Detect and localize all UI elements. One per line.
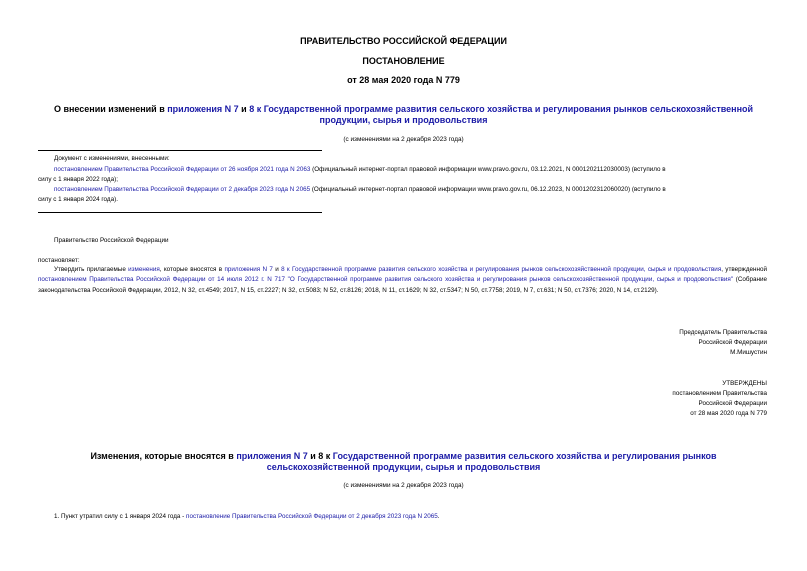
changes-title <box>40 451 767 473</box>
resolution-paragraph <box>38 265 767 296</box>
government-heading: ПРАВИТЕЛЬСТВО РОССИЙСКОЙ ФЕДЕРАЦИИ <box>300 36 507 46</box>
approved-date: от 28 мая 2020 года N 779 <box>690 410 767 417</box>
government-name: Правительство Российской Федерации <box>54 237 169 244</box>
approved-by: постановлением Правительства <box>672 390 767 397</box>
changes-title-link-appendix-7[interactable]: приложения N 7 <box>236 451 308 461</box>
signature-country: Российской Федерации <box>698 339 767 346</box>
link-appendix-7[interactable]: приложения N 7 <box>224 266 273 273</box>
changes-title-prefix: Изменения, которые вносятся в <box>90 451 237 461</box>
change-item-2-tail: силу с 1 января 2024 года). <box>38 196 118 203</box>
para-text-e: (Собрание законодательства Российской Федерации, 2012, N 32, ст.4549; 2017, N 15, ст.2227; N 32, ст.5083; N 52, ст.8126; 2018, N 11, ст.1629; N 32, ст.5347; N 50, ст.7758; 2019, N 7, ст.631; N 50, ст.7376; 2020, N 14, ст.2129). <box>38 276 767 294</box>
change-link-2065[interactable]: постановлением Правительства Российской Федерации от 2 декабря 2023 года N 2065 <box>54 186 311 193</box>
item-1-text: 1. Пункт утратил силу с 1 января 2024 года - <box>54 513 187 520</box>
amendment-note-2: (с изменениями на 2 декабря 2023 года) <box>343 482 464 489</box>
para-text-a: Утвердить прилагаемые <box>54 266 129 273</box>
document-title <box>40 104 767 126</box>
changes-title-mid: и 8 к <box>307 451 333 461</box>
signature-title: Председатель Правительства <box>679 329 767 336</box>
change-item-2-text: (Официальный интернет-портал правовой информации www.pravo.gov.ru, 06.12.2023, N 0001202312060020) (вступило в <box>310 186 666 193</box>
para-text-d: , утвержденной <box>721 266 767 273</box>
link-resolution-717[interactable]: постановлением Правительства Российской Федерации от 14 июля 2012 г. N 717 "О Государственной программе развития сельского хозяйства и регулирования рынков сельскохозяйственной продукции, сырья и продовольствия" <box>38 276 734 284</box>
changes-intro: Документ с изменениями, внесенными: <box>54 155 170 162</box>
change-item-1-text: (Официальный интернет-портал правовой информации www.pravo.gov.ru, 03.12.2021, N 0001202112030003) (вступило в <box>310 166 666 173</box>
changes-title-link-program[interactable]: Государственной программе развития сельского хозяйства и регулирования рынков сельскохозяйственной продукции, сырья и продовольствия <box>266 451 717 472</box>
title-mid: и <box>238 104 250 114</box>
approved-heading: УТВЕРЖДЕНЫ <box>722 380 767 387</box>
para-text-b: , которые вносятся в <box>159 266 225 273</box>
change-item-1 <box>54 165 666 175</box>
change-link-2063[interactable]: постановлением Правительства Российской Федерации от 26 ноября 2021 года N 2063 <box>54 166 311 173</box>
title-prefix: О внесении изменений в <box>53 104 168 114</box>
signature-name: М.Мишустин <box>730 349 767 356</box>
change-item-2 <box>54 185 666 195</box>
divider-bottom <box>38 212 322 213</box>
item-1-tail: . <box>437 513 440 520</box>
item-1 <box>54 512 440 522</box>
amendment-note: (с изменениями на 2 декабря 2023 года) <box>343 136 464 143</box>
signature-block <box>679 328 767 358</box>
approved-country: Российской Федерации <box>698 400 767 407</box>
change-item-1-tail: силу с 1 января 2022 года); <box>38 176 118 183</box>
document-date: от 28 мая 2020 года N 779 <box>347 75 460 85</box>
title-link-appendix-8[interactable]: 8 к Государственной программе развития сельского хозяйства и регулирования рынков сельскохозяйственной продукции, сырья и продовольствия <box>249 104 754 125</box>
document-type: ПОСТАНОВЛЕНИЕ <box>362 56 445 66</box>
link-changes[interactable]: изменения <box>128 266 160 273</box>
link-appendix-8[interactable]: 8 к Государственной программе развития сельского хозяйства и регулирования рынков сельскохозяйственной продукции, сырья и продовольствия <box>281 266 722 273</box>
item-1-link[interactable]: постановление Правительства Российской Федерации от 2 декабря 2023 года N 2065 <box>186 513 438 520</box>
decides-label: постановляет: <box>38 257 80 264</box>
approved-block <box>672 379 767 419</box>
title-link-appendix-7[interactable]: приложения N 7 <box>167 104 239 114</box>
divider-top <box>38 150 322 151</box>
para-text-c: и <box>272 266 282 273</box>
